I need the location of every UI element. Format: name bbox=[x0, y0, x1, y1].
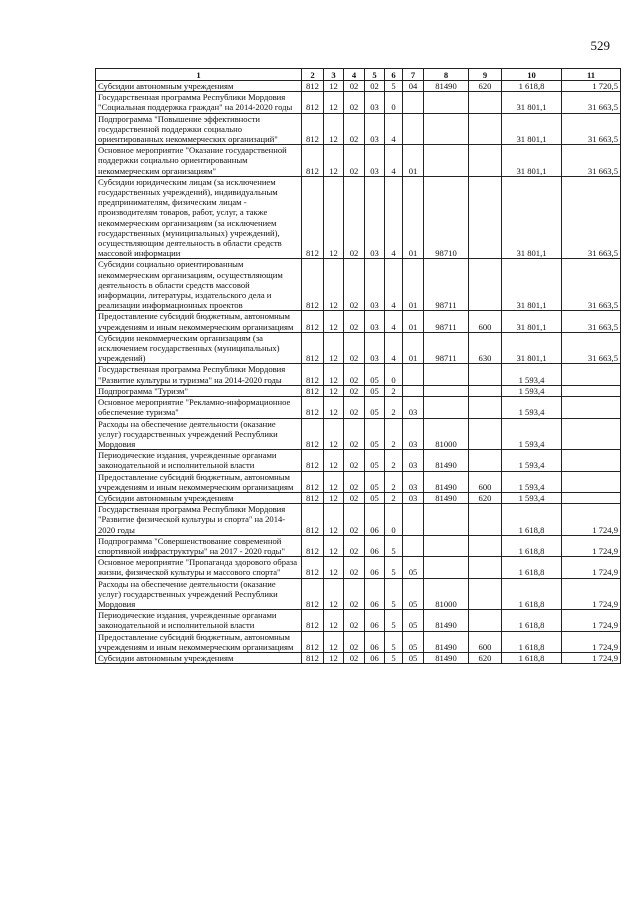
admin-code: 812 bbox=[302, 113, 324, 145]
admin-code: 812 bbox=[302, 332, 324, 364]
budget-table-container bbox=[95, 68, 620, 664]
subsection-code: 02 bbox=[344, 492, 365, 503]
activity-code: 05 bbox=[403, 557, 424, 578]
amount-year-1: 31 801,1 bbox=[502, 92, 562, 113]
expense-code bbox=[424, 504, 469, 536]
subsection-code: 02 bbox=[344, 397, 365, 418]
program-code: 06 bbox=[365, 578, 385, 610]
subprogram-code: 2 bbox=[385, 385, 403, 396]
row-description: Периодические издания, учрежденные органами законодательной и исполнительной власти bbox=[96, 610, 302, 631]
activity-code bbox=[403, 364, 424, 385]
row-description: Государственная программа Республики Мордовия "Социальная поддержка граждан" на 2014-2020 годы bbox=[96, 92, 302, 113]
activity-code: 03 bbox=[403, 397, 424, 418]
section-code: 12 bbox=[324, 631, 344, 652]
expense-type-code: 620 bbox=[469, 652, 502, 663]
activity-code: 01 bbox=[403, 176, 424, 259]
subprogram-code: 5 bbox=[385, 652, 403, 663]
row-description: Предоставление субсидий бюджетным, автономным учреждениям и иным некоммерческим организациям bbox=[96, 631, 302, 652]
budget-table bbox=[95, 68, 621, 664]
section-code: 12 bbox=[324, 397, 344, 418]
table-row bbox=[96, 397, 621, 418]
amount-year-1: 1 593,4 bbox=[502, 418, 562, 450]
section-code: 12 bbox=[324, 259, 344, 311]
subprogram-code: 2 bbox=[385, 492, 403, 503]
table-row bbox=[96, 364, 621, 385]
expense-code: 81490 bbox=[424, 631, 469, 652]
admin-code: 812 bbox=[302, 81, 324, 92]
amount-year-1: 1 593,4 bbox=[502, 397, 562, 418]
expense-code bbox=[424, 385, 469, 396]
row-description: Субсидии автономным учреждениям bbox=[96, 492, 302, 503]
expense-code: 81490 bbox=[424, 81, 469, 92]
amount-year-2: 31 663,5 bbox=[562, 332, 621, 364]
amount-year-2 bbox=[562, 450, 621, 471]
activity-code bbox=[403, 535, 424, 556]
section-code: 12 bbox=[324, 332, 344, 364]
section-code: 12 bbox=[324, 176, 344, 259]
program-code: 03 bbox=[365, 92, 385, 113]
amount-year-1: 1 618,8 bbox=[502, 504, 562, 536]
subprogram-code: 4 bbox=[385, 176, 403, 259]
activity-code: 05 bbox=[403, 578, 424, 610]
expense-code bbox=[424, 535, 469, 556]
amount-year-1: 1 593,4 bbox=[502, 450, 562, 471]
subsection-code: 02 bbox=[344, 385, 365, 396]
subsection-code: 02 bbox=[344, 176, 365, 259]
subprogram-code: 4 bbox=[385, 145, 403, 177]
amount-year-1: 1 593,4 bbox=[502, 471, 562, 492]
program-code: 03 bbox=[365, 311, 385, 332]
amount-year-2: 31 663,5 bbox=[562, 311, 621, 332]
section-code: 12 bbox=[324, 557, 344, 578]
expense-code: 81490 bbox=[424, 450, 469, 471]
amount-year-2: 1 724,9 bbox=[562, 578, 621, 610]
expense-type-code bbox=[469, 259, 502, 311]
expense-code: 98711 bbox=[424, 311, 469, 332]
expense-type-code bbox=[469, 610, 502, 631]
section-code: 12 bbox=[324, 81, 344, 92]
program-code: 06 bbox=[365, 557, 385, 578]
expense-code: 98711 bbox=[424, 259, 469, 311]
program-code: 03 bbox=[365, 145, 385, 177]
program-code: 03 bbox=[365, 259, 385, 311]
expense-type-code bbox=[469, 418, 502, 450]
amount-year-1: 31 801,1 bbox=[502, 113, 562, 145]
subprogram-code: 5 bbox=[385, 81, 403, 92]
subsection-code: 02 bbox=[344, 557, 365, 578]
activity-code bbox=[403, 92, 424, 113]
row-description: Субсидии юридическим лицам (за исключением государственных учреждений), индивидуальным предпринимателям, физическим лицам - производителям товаров, работ, услуг, а также некоммерческим организациям (за исключением государственных (муниципальных) учреждений), осуществляющим деятельность в области средств массовой информации bbox=[96, 176, 302, 259]
amount-year-1: 1 593,4 bbox=[502, 492, 562, 503]
table-row bbox=[96, 578, 621, 610]
section-code: 12 bbox=[324, 610, 344, 631]
row-description: Субсидии автономным учреждениям bbox=[96, 81, 302, 92]
admin-code: 812 bbox=[302, 471, 324, 492]
program-code: 05 bbox=[365, 418, 385, 450]
subprogram-code: 4 bbox=[385, 259, 403, 311]
admin-code: 812 bbox=[302, 92, 324, 113]
subsection-code: 02 bbox=[344, 311, 365, 332]
subprogram-code: 2 bbox=[385, 471, 403, 492]
row-description: Государственная программа Республики Мордовия "Развитие физической культуры и спорта" на 2014-2020 годы bbox=[96, 504, 302, 536]
subprogram-code: 5 bbox=[385, 535, 403, 556]
subsection-code: 02 bbox=[344, 652, 365, 663]
row-description: Периодические издания, учрежденные органами законодательной и исполнительной власти bbox=[96, 450, 302, 471]
row-description: Субсидии социально ориентированным некоммерческим организациям, осуществляющим деятельность в области средств массовой информации, литературы, издательского дела и реализации информационных проектов bbox=[96, 259, 302, 311]
amount-year-2: 1 724,9 bbox=[562, 504, 621, 536]
amount-year-1: 1 593,4 bbox=[502, 385, 562, 396]
program-code: 03 bbox=[365, 176, 385, 259]
expense-code bbox=[424, 557, 469, 578]
subprogram-code: 4 bbox=[385, 113, 403, 145]
amount-year-2 bbox=[562, 385, 621, 396]
table-row bbox=[96, 92, 621, 113]
amount-year-1: 1 618,8 bbox=[502, 81, 562, 92]
amount-year-2 bbox=[562, 471, 621, 492]
column-header: 2 bbox=[302, 69, 324, 81]
subprogram-code: 2 bbox=[385, 397, 403, 418]
table-row bbox=[96, 504, 621, 536]
admin-code: 812 bbox=[302, 504, 324, 536]
expense-type-code bbox=[469, 578, 502, 610]
expense-type-code bbox=[469, 92, 502, 113]
activity-code: 05 bbox=[403, 610, 424, 631]
section-code: 12 bbox=[324, 535, 344, 556]
amount-year-2 bbox=[562, 418, 621, 450]
column-header: 9 bbox=[469, 69, 502, 81]
subprogram-code: 2 bbox=[385, 418, 403, 450]
activity-code: 03 bbox=[403, 418, 424, 450]
row-description: Основное мероприятие "Рекламно-информационное обеспечение туризма" bbox=[96, 397, 302, 418]
subprogram-code: 5 bbox=[385, 578, 403, 610]
subprogram-code: 5 bbox=[385, 610, 403, 631]
amount-year-2: 1 724,9 bbox=[562, 557, 621, 578]
subprogram-code: 4 bbox=[385, 311, 403, 332]
expense-code: 81490 bbox=[424, 492, 469, 503]
section-code: 12 bbox=[324, 471, 344, 492]
expense-code: 98710 bbox=[424, 176, 469, 259]
table-row bbox=[96, 332, 621, 364]
table-body bbox=[96, 81, 621, 664]
row-description: Предоставление субсидий бюджетным, автономным учреждениям и иным некоммерческим организациям bbox=[96, 311, 302, 332]
subprogram-code: 0 bbox=[385, 364, 403, 385]
subsection-code: 02 bbox=[344, 145, 365, 177]
program-code: 05 bbox=[365, 471, 385, 492]
program-code: 03 bbox=[365, 113, 385, 145]
subprogram-code: 2 bbox=[385, 450, 403, 471]
row-description: Подпрограмма "Повышение эффективности государственной поддержки социально ориентированных некоммерческих организаций" bbox=[96, 113, 302, 145]
column-header: 11 bbox=[562, 69, 621, 81]
row-description: Расходы на обеспечение деятельности (оказание услуг) государственных учреждений Республики Мордовия bbox=[96, 418, 302, 450]
expense-type-code: 600 bbox=[469, 311, 502, 332]
expense-type-code: 630 bbox=[469, 332, 502, 364]
expense-type-code: 620 bbox=[469, 81, 502, 92]
admin-code: 812 bbox=[302, 176, 324, 259]
expense-type-code bbox=[469, 504, 502, 536]
column-header: 7 bbox=[403, 69, 424, 81]
subsection-code: 02 bbox=[344, 450, 365, 471]
table-row bbox=[96, 418, 621, 450]
program-code: 05 bbox=[365, 364, 385, 385]
expense-type-code bbox=[469, 113, 502, 145]
subprogram-code: 4 bbox=[385, 332, 403, 364]
subsection-code: 02 bbox=[344, 610, 365, 631]
admin-code: 812 bbox=[302, 364, 324, 385]
expense-code: 81000 bbox=[424, 418, 469, 450]
program-code: 05 bbox=[365, 397, 385, 418]
table-row bbox=[96, 471, 621, 492]
expense-code: 98711 bbox=[424, 332, 469, 364]
program-code: 06 bbox=[365, 535, 385, 556]
section-code: 12 bbox=[324, 492, 344, 503]
admin-code: 812 bbox=[302, 418, 324, 450]
subsection-code: 02 bbox=[344, 631, 365, 652]
program-code: 06 bbox=[365, 610, 385, 631]
expense-type-code bbox=[469, 145, 502, 177]
amount-year-2 bbox=[562, 397, 621, 418]
expense-type-code: 600 bbox=[469, 471, 502, 492]
expense-code bbox=[424, 397, 469, 418]
column-header: 3 bbox=[324, 69, 344, 81]
admin-code: 812 bbox=[302, 492, 324, 503]
section-code: 12 bbox=[324, 113, 344, 145]
activity-code: 01 bbox=[403, 145, 424, 177]
column-header: 1 bbox=[96, 69, 302, 81]
column-header: 5 bbox=[365, 69, 385, 81]
amount-year-2 bbox=[562, 364, 621, 385]
subprogram-code: 0 bbox=[385, 92, 403, 113]
program-code: 02 bbox=[365, 81, 385, 92]
section-code: 12 bbox=[324, 311, 344, 332]
table-row bbox=[96, 450, 621, 471]
table-row bbox=[96, 631, 621, 652]
admin-code: 812 bbox=[302, 311, 324, 332]
expense-code: 81490 bbox=[424, 652, 469, 663]
subsection-code: 02 bbox=[344, 113, 365, 145]
amount-year-1: 1 618,8 bbox=[502, 557, 562, 578]
table-row bbox=[96, 81, 621, 92]
program-code: 06 bbox=[365, 504, 385, 536]
table-row bbox=[96, 535, 621, 556]
row-description: Субсидии автономным учреждениям bbox=[96, 652, 302, 663]
section-code: 12 bbox=[324, 92, 344, 113]
table-header-row bbox=[96, 69, 621, 81]
section-code: 12 bbox=[324, 364, 344, 385]
activity-code: 04 bbox=[403, 81, 424, 92]
expense-code bbox=[424, 92, 469, 113]
admin-code: 812 bbox=[302, 535, 324, 556]
activity-code: 03 bbox=[403, 450, 424, 471]
admin-code: 812 bbox=[302, 557, 324, 578]
amount-year-1: 1 593,4 bbox=[502, 364, 562, 385]
admin-code: 812 bbox=[302, 397, 324, 418]
subsection-code: 02 bbox=[344, 92, 365, 113]
subsection-code: 02 bbox=[344, 364, 365, 385]
amount-year-1: 31 801,1 bbox=[502, 176, 562, 259]
subprogram-code: 0 bbox=[385, 504, 403, 536]
program-code: 03 bbox=[365, 332, 385, 364]
table-row bbox=[96, 145, 621, 177]
section-code: 12 bbox=[324, 418, 344, 450]
subsection-code: 02 bbox=[344, 578, 365, 610]
amount-year-1: 31 801,1 bbox=[502, 311, 562, 332]
subsection-code: 02 bbox=[344, 535, 365, 556]
expense-type-code bbox=[469, 535, 502, 556]
amount-year-2 bbox=[562, 492, 621, 503]
section-code: 12 bbox=[324, 145, 344, 177]
expense-type-code bbox=[469, 557, 502, 578]
amount-year-1: 1 618,8 bbox=[502, 535, 562, 556]
program-code: 06 bbox=[365, 652, 385, 663]
expense-code bbox=[424, 145, 469, 177]
subsection-code: 02 bbox=[344, 504, 365, 536]
expense-code bbox=[424, 113, 469, 145]
table-row bbox=[96, 652, 621, 663]
expense-code bbox=[424, 364, 469, 385]
program-code: 05 bbox=[365, 450, 385, 471]
amount-year-2: 31 663,5 bbox=[562, 113, 621, 145]
activity-code: 05 bbox=[403, 652, 424, 663]
row-description: Подпрограмма "Туризм" bbox=[96, 385, 302, 396]
table-row bbox=[96, 311, 621, 332]
activity-code: 01 bbox=[403, 311, 424, 332]
expense-type-code bbox=[469, 450, 502, 471]
activity-code bbox=[403, 504, 424, 536]
admin-code: 812 bbox=[302, 652, 324, 663]
subsection-code: 02 bbox=[344, 418, 365, 450]
activity-code bbox=[403, 113, 424, 145]
row-description: Подпрограмма "Совершенствование современной спортивной инфраструктуры" на 2017 - 2020 годы" bbox=[96, 535, 302, 556]
row-description: Предоставление субсидий бюджетным, автономным учреждениям и иным некоммерческим организациям bbox=[96, 471, 302, 492]
subsection-code: 02 bbox=[344, 471, 365, 492]
admin-code: 812 bbox=[302, 450, 324, 471]
row-description: Государственная программа Республики Мордовия "Развитие культуры и туризма" на 2014-2020 годы bbox=[96, 364, 302, 385]
table-row bbox=[96, 557, 621, 578]
amount-year-1: 1 618,8 bbox=[502, 578, 562, 610]
section-code: 12 bbox=[324, 578, 344, 610]
expense-type-code bbox=[469, 385, 502, 396]
page-number: 529 bbox=[590, 38, 610, 53]
section-code: 12 bbox=[324, 385, 344, 396]
expense-type-code bbox=[469, 176, 502, 259]
activity-code: 03 bbox=[403, 492, 424, 503]
subprogram-code: 5 bbox=[385, 631, 403, 652]
activity-code: 01 bbox=[403, 259, 424, 311]
amount-year-2: 31 663,5 bbox=[562, 176, 621, 259]
amount-year-2: 31 663,5 bbox=[562, 259, 621, 311]
admin-code: 812 bbox=[302, 385, 324, 396]
section-code: 12 bbox=[324, 450, 344, 471]
table-row bbox=[96, 113, 621, 145]
row-description: Основное мероприятие "Оказание государственной поддержки социально ориентированным некоммерческим организациям" bbox=[96, 145, 302, 177]
subsection-code: 02 bbox=[344, 81, 365, 92]
table-row bbox=[96, 176, 621, 259]
subsection-code: 02 bbox=[344, 259, 365, 311]
admin-code: 812 bbox=[302, 631, 324, 652]
table-row bbox=[96, 259, 621, 311]
amount-year-2: 31 663,5 bbox=[562, 145, 621, 177]
column-header: 4 bbox=[344, 69, 365, 81]
row-description: Расходы на обеспечение деятельности (оказание услуг) государственных учреждений Республики Мордовия bbox=[96, 578, 302, 610]
expense-code: 81000 bbox=[424, 578, 469, 610]
amount-year-1: 1 618,8 bbox=[502, 631, 562, 652]
activity-code: 03 bbox=[403, 471, 424, 492]
expense-code: 81490 bbox=[424, 610, 469, 631]
expense-type-code bbox=[469, 397, 502, 418]
expense-type-code bbox=[469, 364, 502, 385]
program-code: 06 bbox=[365, 631, 385, 652]
admin-code: 812 bbox=[302, 610, 324, 631]
column-header: 6 bbox=[385, 69, 403, 81]
row-description: Основное мероприятие "Пропаганда здорового образа жизни, физической культуры и массового спорта" bbox=[96, 557, 302, 578]
admin-code: 812 bbox=[302, 145, 324, 177]
subprogram-code: 5 bbox=[385, 557, 403, 578]
activity-code: 01 bbox=[403, 332, 424, 364]
program-code: 05 bbox=[365, 492, 385, 503]
amount-year-1: 1 618,8 bbox=[502, 652, 562, 663]
activity-code: 05 bbox=[403, 631, 424, 652]
section-code: 12 bbox=[324, 652, 344, 663]
amount-year-2: 1 724,9 bbox=[562, 610, 621, 631]
section-code: 12 bbox=[324, 504, 344, 536]
amount-year-2: 1 724,9 bbox=[562, 652, 621, 663]
amount-year-2: 31 663,5 bbox=[562, 92, 621, 113]
table-row bbox=[96, 492, 621, 503]
activity-code bbox=[403, 385, 424, 396]
amount-year-1: 1 618,8 bbox=[502, 610, 562, 631]
program-code: 05 bbox=[365, 385, 385, 396]
amount-year-2: 1 724,9 bbox=[562, 631, 621, 652]
table-row bbox=[96, 385, 621, 396]
admin-code: 812 bbox=[302, 578, 324, 610]
expense-code: 81490 bbox=[424, 471, 469, 492]
table-row bbox=[96, 610, 621, 631]
amount-year-1: 31 801,1 bbox=[502, 332, 562, 364]
amount-year-1: 31 801,1 bbox=[502, 145, 562, 177]
subsection-code: 02 bbox=[344, 332, 365, 364]
row-description: Субсидии некоммерческим организациям (за исключением государственных (муниципальных) учреждений) bbox=[96, 332, 302, 364]
column-header: 10 bbox=[502, 69, 562, 81]
admin-code: 812 bbox=[302, 259, 324, 311]
expense-type-code: 600 bbox=[469, 631, 502, 652]
amount-year-1: 31 801,1 bbox=[502, 259, 562, 311]
amount-year-2: 1 720,5 bbox=[562, 81, 621, 92]
expense-type-code: 620 bbox=[469, 492, 502, 503]
column-header: 8 bbox=[424, 69, 469, 81]
amount-year-2: 1 724,9 bbox=[562, 535, 621, 556]
